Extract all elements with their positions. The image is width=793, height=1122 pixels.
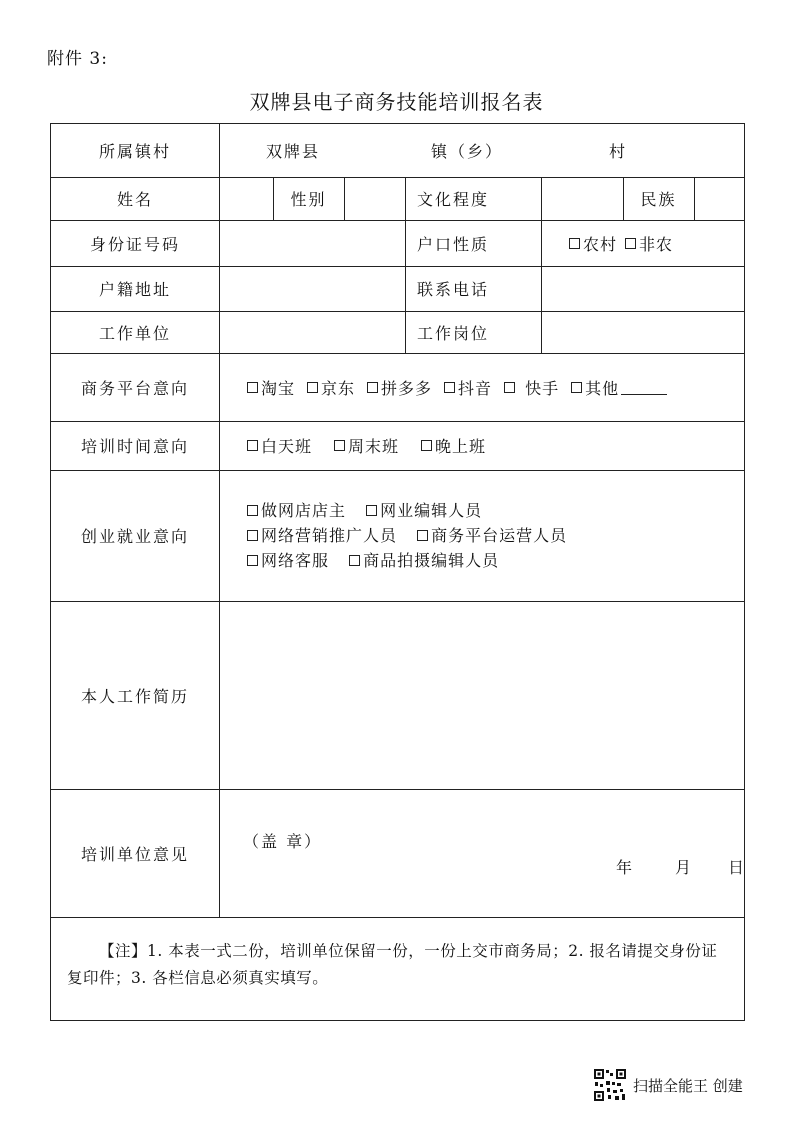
checkbox-icon xyxy=(444,382,455,393)
hukou-option-nonrural[interactable] xyxy=(625,232,673,255)
county-text: 双牌县 xyxy=(266,142,321,161)
checkbox-icon xyxy=(334,440,345,451)
id-number-field[interactable] xyxy=(219,220,405,266)
option-label: 其他 xyxy=(585,378,620,398)
date-year: 年 xyxy=(616,857,635,877)
platform-option-pinduoduo[interactable] xyxy=(367,376,432,399)
checkbox-icon xyxy=(349,555,360,566)
registration-form xyxy=(50,123,745,1021)
resume-label: 本人工作简历 xyxy=(80,686,189,706)
checkbox-icon xyxy=(421,440,432,451)
employment-option[interactable] xyxy=(417,523,567,548)
workplace-label: 工作单位 xyxy=(98,323,171,343)
town-village-label: 所属镇村 xyxy=(98,142,171,161)
option-label: 商品拍摄编辑人员 xyxy=(363,551,500,570)
checkbox-icon xyxy=(307,382,318,393)
option-label: 拼多多 xyxy=(381,378,433,398)
name-label: 姓名 xyxy=(116,190,153,209)
platform-label: 商务平台意向 xyxy=(80,378,189,398)
employment-option[interactable] xyxy=(247,498,346,523)
unit-opinion-label: 培训单位意见 xyxy=(80,844,189,864)
platform-option-douyin[interactable] xyxy=(444,376,492,399)
form-title: 双牌县电子商务技能培训报名表 xyxy=(249,90,544,114)
option-label: 淘宝 xyxy=(261,378,296,398)
option-label: 快手 xyxy=(525,378,560,398)
checkbox-icon xyxy=(247,505,258,516)
attachment-label: 附件 3: xyxy=(47,49,108,69)
checkbox-icon xyxy=(247,440,258,451)
date-month: 月 xyxy=(675,857,694,877)
employment-option[interactable] xyxy=(247,523,397,548)
training-time-label: 培训时间意向 xyxy=(80,437,189,456)
phone-field[interactable] xyxy=(541,266,744,311)
hukou-label: 户口性质 xyxy=(417,234,490,254)
checkbox-icon xyxy=(571,382,582,393)
option-label: 非农 xyxy=(639,234,674,254)
checkbox-icon xyxy=(247,382,258,393)
qr-code-icon xyxy=(593,1068,627,1102)
option-label: 白天班 xyxy=(261,437,313,456)
checkbox-icon xyxy=(247,555,258,566)
scanner-brand-text: 扫描全能王 创建 xyxy=(633,1076,743,1095)
position-field[interactable] xyxy=(541,311,744,353)
time-option-evening[interactable] xyxy=(421,434,486,457)
village-field[interactable]: 村 xyxy=(609,142,628,161)
option-label: 做网店店主 xyxy=(261,501,347,520)
checkbox-icon xyxy=(504,382,515,393)
ethnicity-field[interactable] xyxy=(694,177,744,220)
row-divider xyxy=(51,917,744,918)
ethnicity-label: 民族 xyxy=(640,190,677,209)
address-label: 户籍地址 xyxy=(98,280,171,299)
other-blank[interactable] xyxy=(621,380,667,395)
option-label: 网络客服 xyxy=(261,551,330,570)
platform-option-kuaishou[interactable] xyxy=(504,376,559,399)
time-option-day[interactable] xyxy=(247,434,312,457)
phone-label: 联系电话 xyxy=(417,280,490,299)
option-label: 网业编辑人员 xyxy=(380,501,483,520)
scanner-watermark xyxy=(593,1068,743,1102)
option-label: 网络营销推广人员 xyxy=(261,526,398,545)
hukou-option-rural[interactable] xyxy=(569,232,617,255)
form-note: 【注】1. 本表一式二份，培训单位保留一份，一份上交市商务局；2. 报名请提交身份证复印件；3. 各栏信息必须真实填写。 xyxy=(67,942,718,987)
employment-option[interactable] xyxy=(247,548,329,573)
option-label: 农村 xyxy=(583,234,618,254)
gender-field[interactable] xyxy=(344,177,405,220)
date-day: 日 xyxy=(728,857,747,877)
option-label: 抖音 xyxy=(458,378,493,398)
employment-option[interactable] xyxy=(349,548,499,573)
option-label: 晚上班 xyxy=(435,437,487,456)
gender-label: 性别 xyxy=(290,190,327,209)
seal-text: （盖 章） xyxy=(243,831,323,851)
position-label: 工作岗位 xyxy=(417,323,490,343)
platform-option-other[interactable] xyxy=(571,376,667,399)
education-field[interactable] xyxy=(541,177,623,220)
col-divider xyxy=(405,177,406,353)
checkbox-icon xyxy=(366,505,377,516)
workplace-field[interactable] xyxy=(219,311,405,353)
platform-option-jd[interactable] xyxy=(307,376,355,399)
option-label: 京东 xyxy=(321,378,356,398)
education-label: 文化程度 xyxy=(417,190,490,209)
checkbox-icon xyxy=(247,530,258,541)
platform-option-taobao[interactable] xyxy=(247,376,295,399)
employment-options xyxy=(247,498,744,573)
resume-field[interactable] xyxy=(219,601,744,789)
checkbox-icon xyxy=(367,382,378,393)
option-label: 商务平台运营人员 xyxy=(431,526,568,545)
checkbox-icon xyxy=(417,530,428,541)
employment-label: 创业就业意向 xyxy=(80,527,189,546)
option-label: 周末班 xyxy=(348,437,400,456)
time-option-weekend[interactable] xyxy=(334,434,399,457)
town-field[interactable]: 镇（乡） xyxy=(431,142,504,161)
checkbox-icon xyxy=(569,238,580,249)
employment-option[interactable] xyxy=(366,498,482,523)
name-field[interactable] xyxy=(219,177,273,220)
id-number-label: 身份证号码 xyxy=(89,234,180,254)
address-field[interactable] xyxy=(219,266,405,311)
checkbox-icon xyxy=(625,238,636,249)
